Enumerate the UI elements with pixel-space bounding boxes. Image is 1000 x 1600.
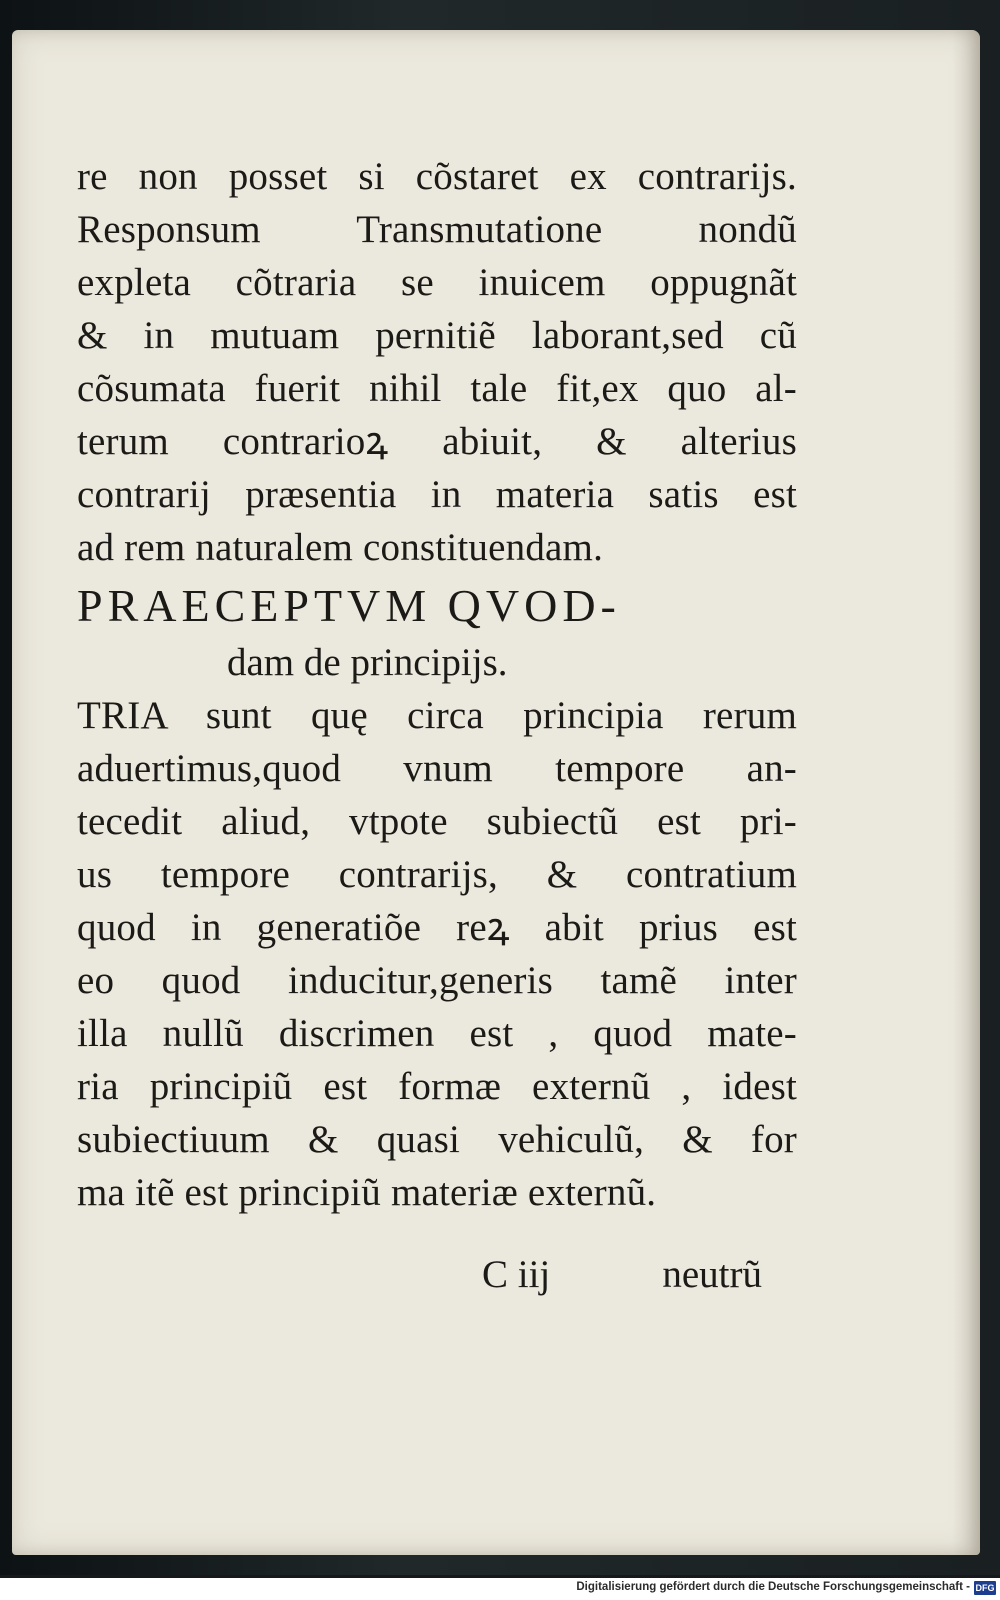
text-line: ma itẽ est principiũ materiæ externũ. xyxy=(77,1171,657,1214)
text-line: ria principiũ est formæ externũ , idest xyxy=(77,1065,797,1108)
text-line: ad rem naturalem constituendam. xyxy=(77,526,604,569)
text-line: us tempore contrarijs, & contratium xyxy=(77,853,797,896)
dfg-logo-icon: DFG xyxy=(975,1583,995,1593)
text-line: expleta cõtraria se inuicem oppugnãt xyxy=(77,261,797,304)
text-line: subiectiuum & quasi vehiculũ, & for xyxy=(77,1118,797,1161)
text-line: aduertimus,quod vnum tempore an- xyxy=(77,747,797,790)
text-line: TRIA sunt quę circa principia rerum xyxy=(77,694,797,737)
page-text-block xyxy=(77,150,797,1219)
page-edge-shadow xyxy=(952,30,980,1555)
text-line: Responsum Transmutatione nondũ xyxy=(77,208,797,251)
text-line: re non posset si cõstaret ex contrarijs. xyxy=(77,155,797,198)
digitization-footer xyxy=(0,1578,1000,1600)
section-subheading: dam de principijs. xyxy=(227,641,508,684)
book-page xyxy=(12,30,980,1555)
text-line: terum contrarioꝝ abiuit, & alterius xyxy=(77,420,797,463)
section-heading: PRAECEPTVM QVOD- xyxy=(77,580,621,631)
text-line: illa nullũ discrimen est , quod mate- xyxy=(77,1012,797,1055)
page-footer-marks xyxy=(482,1248,762,1303)
text-line: & in mutuam pernitiẽ laborant,sed cũ xyxy=(77,314,797,357)
catchword: neutrũ xyxy=(662,1253,762,1296)
text-line: quod in generatiõe reꝝ abit prius est xyxy=(77,906,797,949)
text-line: eo quod inducitur,generis tamẽ inter xyxy=(77,959,797,1002)
text-line: cõsumata fuerit nihil tale fit,ex quo al- xyxy=(77,367,797,410)
funding-credit: Digitalisierung gefördert durch die Deutsche Forschungsgemeinschaft - xyxy=(576,1581,970,1593)
signature-mark: C iij xyxy=(482,1253,551,1296)
text-line: tecedit aliud, vtpote subiectũ est pri- xyxy=(77,800,797,843)
text-line: contrarij præsentia in materia satis est xyxy=(77,473,797,516)
